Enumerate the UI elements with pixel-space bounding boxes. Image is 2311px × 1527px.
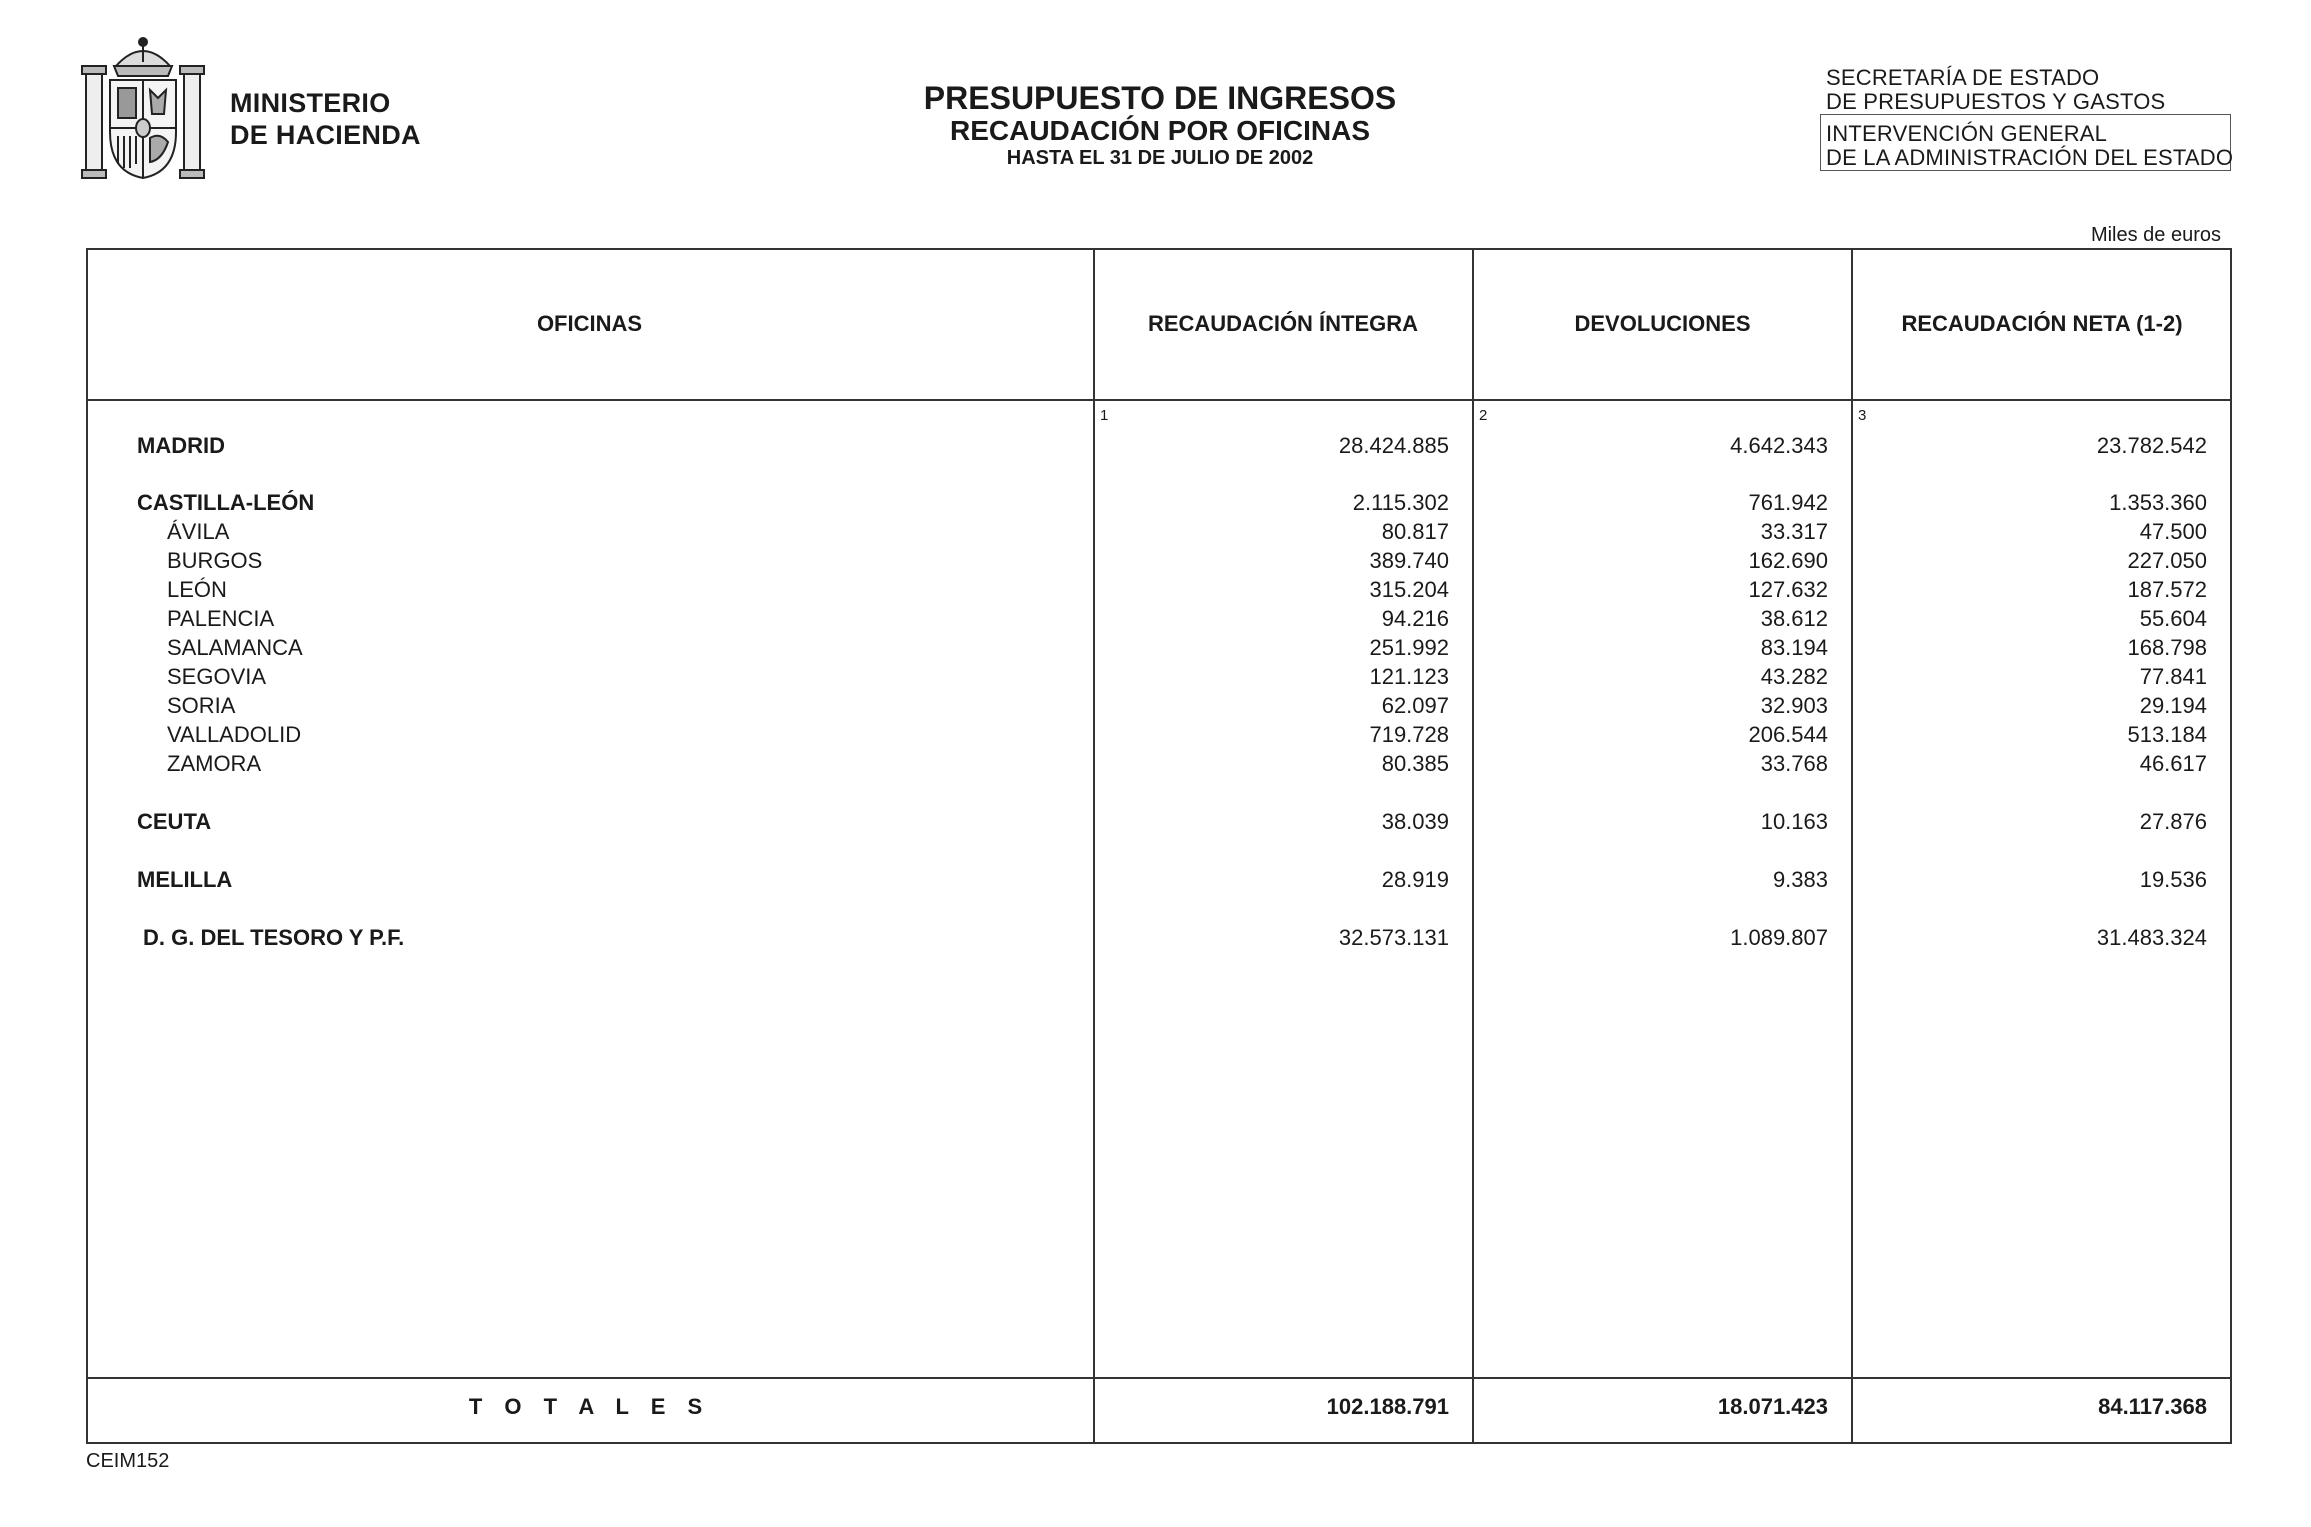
row-integra-value: 28.424.885 bbox=[1338, 433, 1449, 458]
row-integra-value: 94.216 bbox=[1381, 606, 1449, 631]
row-office-name: VALLADOLID bbox=[167, 722, 302, 747]
revenue-table bbox=[86, 248, 2232, 1444]
document-title: PRESUPUESTO DE INGRESOS bbox=[923, 80, 1397, 116]
row-office-name: BURGOS bbox=[167, 548, 263, 573]
row-integra-value: 28.919 bbox=[1381, 867, 1449, 892]
row-office-name: MELILLA bbox=[137, 867, 233, 892]
table-row bbox=[86, 867, 2232, 895]
row-integra-value: 32.573.131 bbox=[1338, 925, 1449, 950]
table-row bbox=[86, 693, 2232, 721]
column-number-2: 2 bbox=[1479, 407, 1488, 424]
total-devoluciones-value: 18.071.423 bbox=[1717, 1394, 1828, 1419]
row-devoluciones-value: 761.942 bbox=[1748, 490, 1828, 515]
row-devoluciones-value: 127.632 bbox=[1748, 577, 1828, 602]
row-devoluciones-value: 162.690 bbox=[1748, 548, 1828, 573]
row-office-name: ZAMORA bbox=[167, 751, 262, 776]
row-office-name: LEÓN bbox=[167, 577, 227, 602]
secretaria-line2: DE PRESUPUESTOS Y GASTOS bbox=[1826, 89, 2166, 114]
coat-of-arms-icon bbox=[78, 32, 208, 182]
row-devoluciones-value: 43.282 bbox=[1760, 664, 1828, 689]
document-date: HASTA EL 31 DE JULIO DE 2002 bbox=[1006, 147, 1314, 169]
units-label: Miles de euros bbox=[2090, 224, 2221, 246]
total-neta-value: 84.117.368 bbox=[2098, 1394, 2207, 1419]
row-office-name: SEGOVIA bbox=[167, 664, 267, 689]
row-integra-value: 315.204 bbox=[1369, 577, 1449, 602]
row-integra-value: 80.385 bbox=[1381, 751, 1449, 776]
table-row bbox=[86, 490, 2232, 518]
column-header-oficinas: OFICINAS bbox=[536, 311, 643, 336]
column-divider bbox=[1851, 248, 1853, 1444]
row-integra-value: 80.817 bbox=[1381, 519, 1449, 544]
row-neta-value: 29.194 bbox=[2139, 693, 2207, 718]
ministry-name-line2: DE HACIENDA bbox=[230, 120, 421, 150]
row-devoluciones-value: 1.089.807 bbox=[1730, 925, 1828, 950]
column-number-1: 1 bbox=[1100, 407, 1109, 424]
row-office-name: ÁVILA bbox=[167, 519, 230, 544]
column-header-recaudacion-neta: RECAUDACIÓN NETA (1-2) bbox=[1901, 311, 2183, 336]
row-neta-value: 513.184 bbox=[2127, 722, 2207, 747]
table-row bbox=[86, 722, 2232, 750]
row-neta-value: 55.604 bbox=[2139, 606, 2207, 631]
row-devoluciones-value: 4.642.343 bbox=[1730, 433, 1828, 458]
igae-line2: DE LA ADMINISTRACIÓN DEL ESTADO bbox=[1826, 145, 2234, 170]
form-code: CEIM152 bbox=[86, 1450, 170, 1472]
table-row bbox=[86, 809, 2232, 837]
row-devoluciones-value: 33.317 bbox=[1760, 519, 1828, 544]
row-devoluciones-value: 38.612 bbox=[1760, 606, 1828, 631]
row-office-name: PALENCIA bbox=[167, 606, 275, 631]
row-devoluciones-value: 206.544 bbox=[1748, 722, 1828, 747]
table-row bbox=[86, 606, 2232, 634]
table-row bbox=[86, 548, 2232, 576]
row-integra-value: 121.123 bbox=[1369, 664, 1449, 689]
row-integra-value: 251.992 bbox=[1369, 635, 1449, 660]
table-row bbox=[86, 751, 2232, 779]
row-neta-value: 27.876 bbox=[2139, 809, 2207, 834]
row-neta-value: 31.483.324 bbox=[2096, 925, 2207, 950]
row-neta-value: 1.353.360 bbox=[2109, 490, 2207, 515]
total-integra-value: 102.188.791 bbox=[1326, 1394, 1449, 1419]
row-devoluciones-value: 32.903 bbox=[1760, 693, 1828, 718]
row-neta-value: 187.572 bbox=[2127, 577, 2207, 602]
column-divider bbox=[1093, 248, 1095, 1444]
header-divider bbox=[86, 399, 2232, 401]
row-devoluciones-value: 33.768 bbox=[1760, 751, 1828, 776]
row-neta-value: 46.617 bbox=[2139, 751, 2207, 776]
row-devoluciones-value: 10.163 bbox=[1760, 809, 1828, 834]
row-integra-value: 62.097 bbox=[1381, 693, 1449, 718]
row-neta-value: 168.798 bbox=[2127, 635, 2207, 660]
column-divider bbox=[1472, 248, 1474, 1444]
row-office-name: CEUTA bbox=[137, 809, 212, 834]
row-office-name: SALAMANCA bbox=[167, 635, 303, 660]
secretaria-line1: SECRETARÍA DE ESTADO bbox=[1826, 65, 2100, 90]
row-neta-value: 19.536 bbox=[2139, 867, 2207, 892]
row-office-name: D. G. DEL TESORO Y P.F. bbox=[143, 925, 405, 950]
ministry-name-line1: MINISTERIO bbox=[230, 88, 391, 118]
row-integra-value: 719.728 bbox=[1369, 722, 1449, 747]
row-neta-value: 227.050 bbox=[2127, 548, 2207, 573]
row-integra-value: 389.740 bbox=[1369, 548, 1449, 573]
column-header-recaudacion-integra: RECAUDACIÓN ÍNTEGRA bbox=[1147, 311, 1419, 336]
table-row bbox=[86, 577, 2232, 605]
row-neta-value: 47.500 bbox=[2139, 519, 2207, 544]
column-number-3: 3 bbox=[1858, 407, 1867, 424]
table-row bbox=[86, 925, 2232, 953]
igae-line1: INTERVENCIÓN GENERAL bbox=[1826, 121, 2108, 146]
table-row bbox=[86, 635, 2232, 663]
row-neta-value: 77.841 bbox=[2139, 664, 2207, 689]
row-integra-value: 38.039 bbox=[1381, 809, 1449, 834]
row-office-name: SORIA bbox=[167, 693, 236, 718]
row-integra-value: 2.115.302 bbox=[1352, 490, 1449, 515]
totals-divider bbox=[86, 1377, 2232, 1379]
column-header-devoluciones: DEVOLUCIONES bbox=[1574, 311, 1751, 336]
row-devoluciones-value: 83.194 bbox=[1760, 635, 1828, 660]
document-subtitle: RECAUDACIÓN POR OFICINAS bbox=[949, 115, 1370, 146]
row-office-name: CASTILLA-LEÓN bbox=[137, 490, 315, 515]
table-row bbox=[86, 433, 2232, 461]
table-row bbox=[86, 519, 2232, 547]
row-neta-value: 23.782.542 bbox=[2096, 433, 2207, 458]
table-row bbox=[86, 664, 2232, 692]
row-devoluciones-value: 9.383 bbox=[1772, 867, 1828, 892]
totals-label: T O T A L E S bbox=[468, 1394, 711, 1419]
row-office-name: MADRID bbox=[137, 433, 225, 458]
